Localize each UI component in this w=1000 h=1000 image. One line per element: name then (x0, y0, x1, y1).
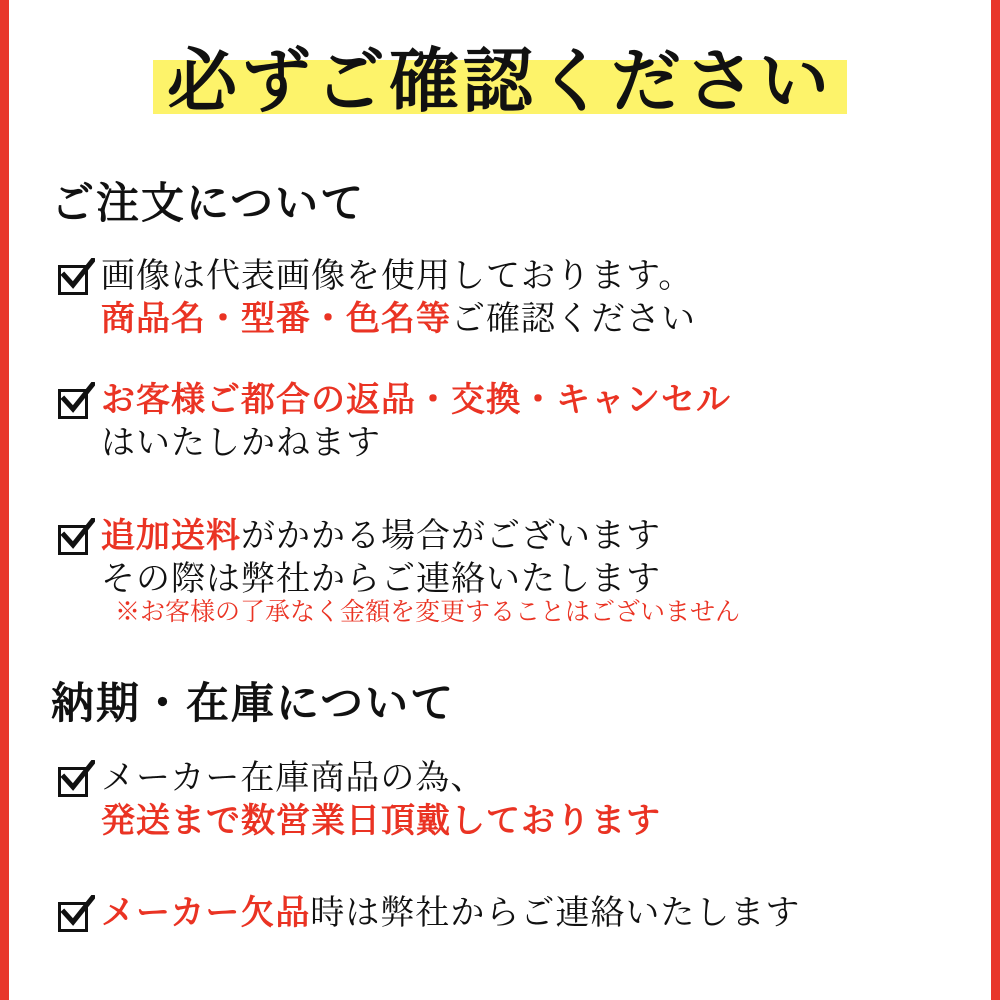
checklist-line-text: お客様ご都合の返品・交換・キャンセル (101, 382, 731, 419)
checkbox-checked-icon (55, 763, 95, 803)
checklist-line-text-red: メーカー欠品 (101, 895, 311, 932)
section-heading-order: ご注文について (51, 181, 366, 228)
checklist-row (55, 895, 975, 938)
checklist-item (55, 258, 975, 339)
checklist-line-text-red: 商品名・型番・色名等 (101, 301, 451, 338)
checklist-row (55, 518, 975, 561)
checklist-line-text: メーカー在庫商品の為、 (101, 760, 486, 797)
checklist-line-text-black: 時は弊社からご連絡いたします (310, 895, 801, 932)
checklist-line-1 (101, 895, 800, 933)
checklist-line-text-black: がかかる場合がございます (241, 518, 661, 555)
checklist-line-1 (101, 518, 661, 556)
checkbox-checked-icon (55, 385, 95, 425)
checklist-line-2: その際は弊社からご連絡いたします (101, 561, 661, 598)
page-title (153, 42, 847, 128)
page-title-wrapper (9, 42, 991, 128)
page-inner (9, 0, 991, 1000)
checkbox-checked-icon (55, 898, 95, 938)
checklist-line-2: はいたしかねます (101, 425, 381, 462)
checklist-line-2: 発送まで数営業日頂戴しております (101, 803, 661, 840)
checklist-row (55, 561, 975, 599)
checklist-item (55, 518, 975, 627)
section-heading-stock: 納期・在庫について (51, 681, 456, 728)
checklist-line-2 (101, 301, 696, 339)
checkbox-checked-icon (55, 261, 95, 301)
checklist-row (55, 760, 975, 803)
checklist-item (55, 895, 975, 938)
checklist-row (55, 803, 975, 841)
checklist-row (55, 425, 975, 463)
checklist-item (55, 760, 975, 841)
checklist-line-text: 画像は代表画像を使用しております。 (101, 258, 694, 295)
checklist-note: ※お客様の了承なく金額を変更することはございません (115, 599, 741, 627)
checklist-row (55, 258, 975, 301)
checkbox-checked-icon (55, 521, 95, 561)
checklist-note-row (55, 599, 975, 627)
checklist-row (55, 301, 975, 339)
checklist-line-text-red: 追加送料 (101, 518, 241, 555)
checklist-line-text-black: ご確認ください (451, 301, 696, 338)
page-title-text: 必ずご確認ください (167, 44, 833, 121)
checklist-item (55, 382, 975, 463)
checklist-row (55, 382, 975, 425)
